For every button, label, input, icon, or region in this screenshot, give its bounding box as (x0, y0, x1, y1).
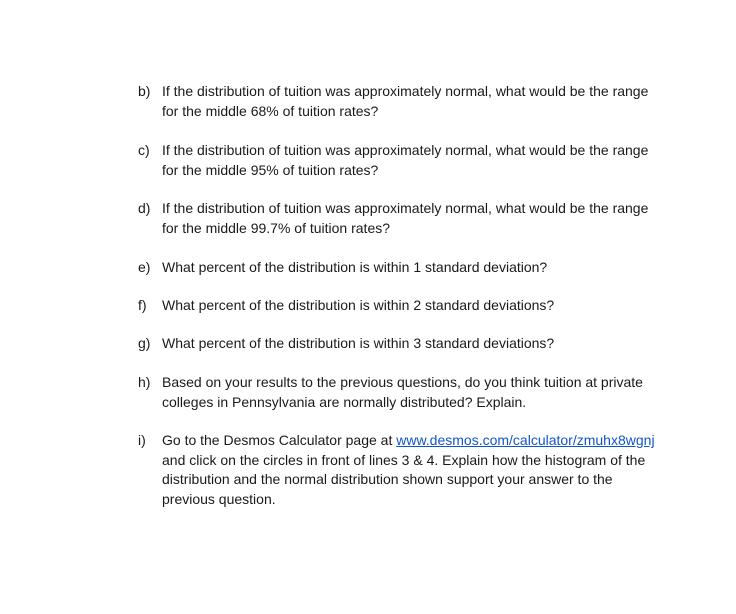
list-item-f (138, 296, 698, 316)
list-marker: d) (138, 200, 151, 216)
list-item-i (138, 431, 698, 509)
item-text-line: If the distribution of tuition was approximately normal, what would be the range (162, 83, 649, 99)
list-item-b (138, 82, 698, 121)
item-text-line: previous question. (162, 490, 276, 507)
item-text-line (162, 431, 698, 451)
item-text-line: distribution and the normal distribution shown support your answer to the (162, 471, 613, 487)
list-marker: c) (138, 142, 150, 158)
list-item-c (138, 141, 698, 180)
list-marker: g) (138, 335, 151, 351)
item-text-line: If the distribution of tuition was approximately normal, what would be the range (162, 142, 649, 158)
list-item-e (138, 258, 698, 278)
item-text-line: for the middle 99.7% of tuition rates? (162, 219, 391, 236)
list-item-g (138, 334, 698, 354)
item-text-line: Based on your results to the previous questions, do you think tuition at private (162, 374, 643, 390)
item-text-line: What percent of the distribution is within 3 standard deviations? (162, 335, 555, 351)
item-text-line: for the middle 95% of tuition rates? (162, 161, 379, 178)
list-marker: f) (138, 297, 147, 313)
list-marker: b) (138, 83, 151, 99)
list-item-h (138, 373, 698, 412)
list-marker: i) (138, 432, 146, 448)
item-text-line: What percent of the distribution is within 1 standard deviation? (162, 259, 548, 275)
list-marker: h) (138, 374, 151, 390)
item-text-line: for the middle 68% of tuition rates? (162, 102, 379, 119)
item-text-prefix: Go to the Desmos Calculator page at (162, 432, 397, 448)
item-text-line: colleges in Pennsylvania are normally distributed? Explain. (162, 393, 527, 410)
item-text-line: If the distribution of tuition was approximately normal, what would be the range (162, 200, 649, 216)
item-text-line: and click on the circles in front of lines 3 & 4. Explain how the histogram of the (162, 451, 646, 468)
desmos-link[interactable]: www.desmos.com/calculator/zmuhx8wgnj (396, 432, 655, 448)
list-item-d (138, 199, 698, 238)
list-marker: e) (138, 259, 151, 275)
item-text-line: What percent of the distribution is within 2 standard deviations? (162, 297, 555, 313)
